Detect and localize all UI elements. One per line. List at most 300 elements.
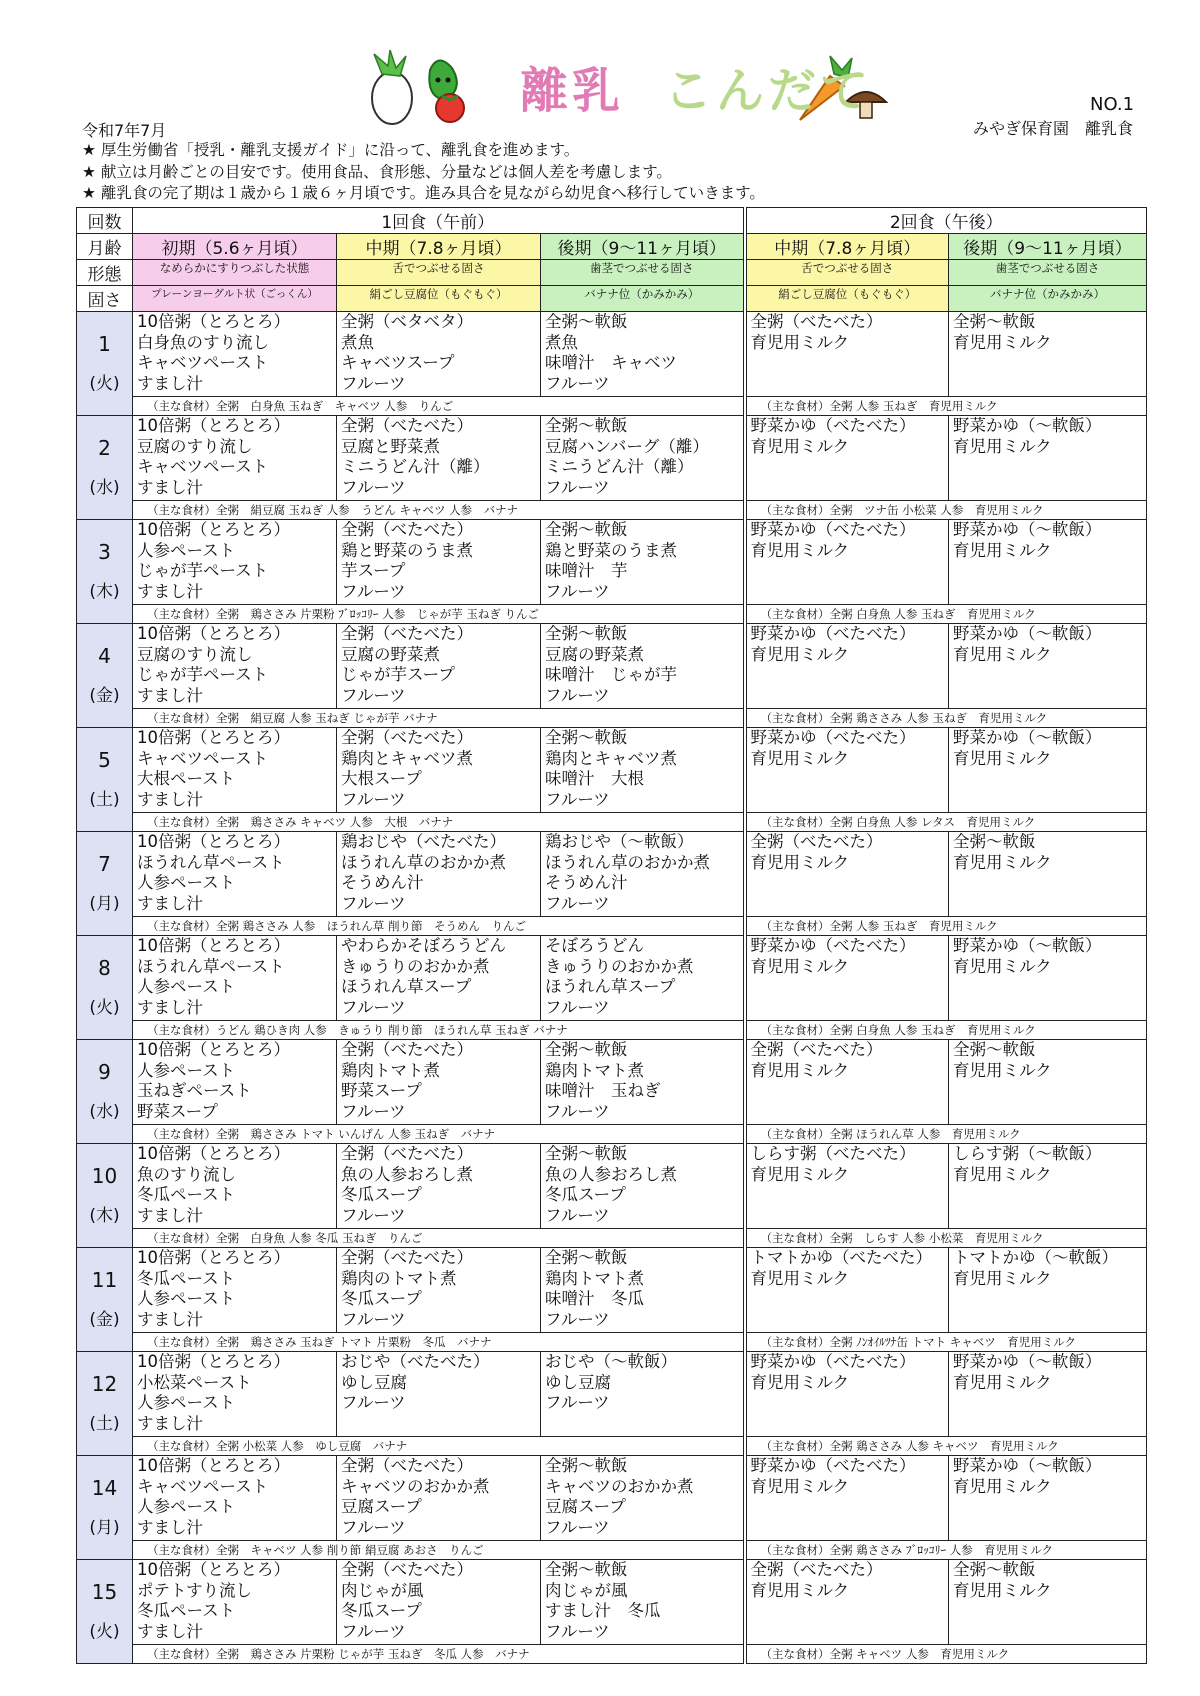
menu-item: フルーツ xyxy=(341,1309,406,1329)
menu-item: フルーツ xyxy=(341,477,406,497)
menu-item: フルーツ xyxy=(341,997,406,1017)
menu-item: 野菜かゆ（べたべた） xyxy=(750,728,916,747)
day-cell xyxy=(77,1040,133,1144)
ingredients-meal1: （主な食材）全粥 絹豆腐 玉ねぎ 人参 うどん キャベツ 人参 バナナ xyxy=(133,501,745,520)
weekday: (金) xyxy=(89,1309,120,1330)
menu-item: しらす粥（～軟飯） xyxy=(953,1144,1102,1163)
menu-item: ミニうどん汁（離） xyxy=(545,457,694,476)
early-menu xyxy=(133,1144,337,1229)
ingredients-meal1: （主な食材）全粥 白身魚 人参 冬瓜 玉ねぎ りんご xyxy=(133,1229,745,1248)
menu-item: 小松菜ペースト xyxy=(137,1372,252,1392)
early-menu xyxy=(133,832,337,917)
mid2-menu xyxy=(745,936,949,1021)
menu-item: トマトかゆ（べたべた） xyxy=(750,1248,933,1267)
ingredients-meal2: （主な食材）全粥 鶏ささみ 人参 玉ねぎ 育児用ミルク xyxy=(745,709,1147,728)
menu-item: 育児用ミルク xyxy=(750,1164,850,1184)
menu-item: すまし汁 xyxy=(137,373,203,393)
menu-item: すまし汁 xyxy=(137,685,203,705)
mid2-menu xyxy=(745,1456,949,1541)
menu-item: じゃが芋ペースト xyxy=(137,561,269,580)
late1-menu xyxy=(541,520,745,605)
late1-menu xyxy=(541,832,745,917)
day-row xyxy=(77,1144,1147,1229)
menu-item: 野菜かゆ（～軟飯） xyxy=(953,1352,1102,1371)
mid1-menu xyxy=(337,1144,541,1229)
menu-item: すまし汁 xyxy=(137,581,203,601)
menu-item: 人参ペースト xyxy=(137,1060,236,1080)
menu-item: 10倍粥（とろとろ） xyxy=(137,1248,290,1267)
day-number: 2 xyxy=(98,435,111,460)
late1-menu xyxy=(541,1040,745,1125)
late2-menu xyxy=(949,1456,1147,1541)
menu-item: 育児用ミルク xyxy=(953,644,1052,664)
weekday: (木) xyxy=(89,1205,120,1226)
menu-item: 全粥～軟飯 xyxy=(545,1456,628,1475)
menu-item: 魚の人参おろし煮 xyxy=(545,1164,677,1184)
menu-item: 育児用ミルク xyxy=(953,540,1052,560)
weekday: (火) xyxy=(89,997,120,1018)
menu-item: 育児用ミルク xyxy=(750,540,850,560)
menu-item: すまし汁 xyxy=(137,893,203,913)
menu-item: 鶏肉とキャベツ煮 xyxy=(545,748,677,768)
menu-item: そぼろうどん xyxy=(545,936,644,955)
menu-item: 白身魚のすり流し xyxy=(137,332,269,352)
menu-item: キャベツペースト xyxy=(137,1476,269,1496)
early-menu xyxy=(133,416,337,501)
menu-item: 鶏肉トマト煮 xyxy=(545,1268,644,1288)
menu-item: 魚のすり流し xyxy=(137,1164,236,1184)
day-number: 4 xyxy=(98,643,111,668)
menu-item: 全粥（べたべた） xyxy=(341,728,473,747)
age-late-1: 後期（9～11ヶ月頃） xyxy=(541,234,745,260)
note-item: ★ 離乳食の完了期は１歳から１歳６ヶ月頃です。進み具合を見ながら幼児食へ移行していきます。 xyxy=(82,184,765,202)
menu-item xyxy=(341,1414,537,1435)
late2-menu xyxy=(949,1144,1147,1229)
menu-item: すまし汁 xyxy=(137,1517,203,1537)
menu-item: 鶏肉トマト煮 xyxy=(341,1060,440,1080)
menu-item: すまし汁 xyxy=(137,1205,203,1225)
menu-item: 育児用ミルク xyxy=(953,1476,1052,1496)
day-cell xyxy=(77,520,133,624)
menu-item: 全粥（べたべた） xyxy=(341,1144,473,1163)
age-early: 初期（5.6ヶ月頃） xyxy=(133,234,337,260)
ingredients-meal1: （主な食材）全粥 白身魚 玉ねぎ キャベツ 人参 りんご xyxy=(133,397,745,416)
ingredients-row xyxy=(77,709,1147,728)
ingredients-row xyxy=(77,397,1147,416)
tomato-icon xyxy=(436,94,464,122)
menu-item: 味噌汁 キャベツ xyxy=(545,353,677,372)
menu-item: 人参ペースト xyxy=(137,540,236,560)
weekday: (月) xyxy=(89,893,120,914)
late1-menu xyxy=(541,312,745,397)
menu-item: 全粥～軟飯 xyxy=(953,1560,1036,1579)
menu-item: 10倍粥（とろとろ） xyxy=(137,1560,290,1579)
menu-item: 育児用ミルク xyxy=(953,852,1052,872)
day-cell xyxy=(77,624,133,728)
early-menu xyxy=(133,624,337,709)
menu-item: 育児用ミルク xyxy=(953,1268,1052,1288)
mid2-menu xyxy=(745,728,949,813)
day-cell xyxy=(77,832,133,936)
late2-menu xyxy=(949,624,1147,709)
day-number: 8 xyxy=(98,955,111,980)
ingredients-meal1: （主な食材）全粥 鶏ささみ 玉ねぎ トマト 片栗粉 冬瓜 バナナ xyxy=(133,1333,745,1352)
menu-item: 豆腐スープ xyxy=(545,1497,626,1516)
menu-item: 野菜かゆ（べたべた） xyxy=(750,520,916,539)
mid2-menu xyxy=(745,312,949,397)
menu-item: キャベツペースト xyxy=(137,748,269,768)
late2-menu xyxy=(949,936,1147,1021)
menu-item: 人参ペースト xyxy=(137,1497,236,1516)
firmness-late-2: バナナ位（かみかみ） xyxy=(949,286,1147,312)
ingredients-meal2: （主な食材）全粥 ﾉﾝｵｲﾙﾂﾅ缶 トマト キャベツ 育児用ミルク xyxy=(745,1333,1147,1352)
menu-item: 全粥（べたべた） xyxy=(750,1560,883,1579)
weekday: (土) xyxy=(89,789,120,810)
menu-item: 育児用ミルク xyxy=(750,1268,850,1288)
menu-item: 肉じゃが風 xyxy=(545,1580,628,1600)
form-mid-2: 舌でつぶせる固さ xyxy=(745,260,949,286)
menu-item: フルーツ xyxy=(341,1101,406,1121)
day-row xyxy=(77,936,1147,1021)
day-number: 11 xyxy=(91,1267,118,1292)
menu-item: 芋スープ xyxy=(341,561,406,580)
menu-item: 全粥（べたべた） xyxy=(750,1040,883,1059)
late2-menu xyxy=(949,832,1147,917)
ingredients-row xyxy=(77,1541,1147,1560)
firmness-mid-2: 絹ごし豆腐位（もぐもぐ） xyxy=(745,286,949,312)
menu-item: フルーツ xyxy=(545,581,610,601)
mid1-menu xyxy=(337,1560,541,1645)
menu-item: 鶏肉トマト煮 xyxy=(545,1060,644,1080)
menu-item: 育児用ミルク xyxy=(750,748,850,768)
mid1-menu xyxy=(337,1456,541,1541)
header-row-form xyxy=(77,260,1147,286)
day-cell xyxy=(77,312,133,416)
menu-item: 全粥～軟飯 xyxy=(545,1560,628,1579)
menu-item: フルーツ xyxy=(341,1393,406,1412)
ingredients-meal1: （主な食材）全粥 小松菜 人参 ゆし豆腐 バナナ xyxy=(133,1437,745,1456)
menu-item: 10倍粥（とろとろ） xyxy=(137,416,290,435)
menu-item: 野菜かゆ（べたべた） xyxy=(750,1352,916,1371)
menu-item: 育児用ミルク xyxy=(953,436,1052,456)
menu-item: 10倍粥（とろとろ） xyxy=(137,312,290,331)
menu-item xyxy=(545,1414,740,1435)
menu-item: フルーツ xyxy=(545,893,610,913)
menu-item: ポテトすり流し xyxy=(137,1580,253,1600)
late1-menu xyxy=(541,936,745,1021)
notes-list xyxy=(82,140,765,205)
header-row-firmness xyxy=(77,286,1147,312)
menu-item: じゃが芋ペースト xyxy=(137,665,269,684)
mid1-menu xyxy=(337,1248,541,1333)
menu-item: 豆腐のすり流し xyxy=(137,436,253,456)
day-cell xyxy=(77,1352,133,1456)
day-number: 1 xyxy=(98,331,111,356)
menu-item: 全粥～軟飯 xyxy=(545,520,628,539)
menu-item: 煮魚 xyxy=(545,332,578,352)
menu-item: 豆腐スープ xyxy=(341,1497,422,1516)
menu-item: 肉じゃが風 xyxy=(341,1580,424,1600)
mid1-menu xyxy=(337,520,541,605)
day-row xyxy=(77,1352,1147,1437)
menu-item: 豆腐の野菜煮 xyxy=(545,644,644,664)
menu-item: 冬瓜スープ xyxy=(341,1601,422,1620)
menu-item: 大根ペースト xyxy=(137,769,236,788)
menu-item: 人参ペースト xyxy=(137,1393,236,1412)
menu-item: フルーツ xyxy=(545,789,610,809)
menu-item: 全粥～軟飯 xyxy=(545,1248,628,1267)
menu-item: 冬瓜スープ xyxy=(341,1289,422,1308)
menu-item: 魚の人参おろし煮 xyxy=(341,1164,473,1184)
menu-item: 10倍粥（とろとろ） xyxy=(137,1456,290,1475)
early-menu xyxy=(133,1248,337,1333)
menu-item: 全粥（ベタベタ） xyxy=(341,312,473,331)
menu-item: 10倍粥（とろとろ） xyxy=(137,728,290,747)
age-mid-2: 中期（7.8ヶ月頃） xyxy=(745,234,949,260)
day-row xyxy=(77,1560,1147,1645)
menu-item: 育児用ミルク xyxy=(750,332,850,352)
menu-item: 育児用ミルク xyxy=(953,1164,1052,1184)
mid2-menu xyxy=(745,1560,949,1645)
menu-item: 育児用ミルク xyxy=(953,956,1052,976)
menu-item: 育児用ミルク xyxy=(953,1060,1052,1080)
late1-menu xyxy=(541,1352,745,1437)
late1-menu xyxy=(541,624,745,709)
menu-item: 味噌汁 冬瓜 xyxy=(545,1289,644,1308)
weekday: (水) xyxy=(89,1101,120,1122)
mid1-menu xyxy=(337,936,541,1021)
menu-item: 人参ペースト xyxy=(137,873,236,892)
mid1-menu xyxy=(337,1352,541,1437)
page-header xyxy=(0,0,1200,212)
menu-item: 育児用ミルク xyxy=(750,436,850,456)
menu-item: フルーツ xyxy=(545,997,610,1017)
ingredients-meal1: （主な食材）全粥 鶏ささみ 人参 ほうれん草 削り節 そうめん りんご xyxy=(133,917,745,936)
mid2-menu xyxy=(745,1040,949,1125)
firmness-late-1: バナナ位（かみかみ） xyxy=(541,286,745,312)
late2-menu xyxy=(949,1248,1147,1333)
form-late-2: 歯茎でつぶせる固さ xyxy=(949,260,1147,286)
title-part-rinyu: 離乳 xyxy=(520,63,625,119)
menu-item: 全粥～軟飯 xyxy=(545,624,628,643)
menu-item: 育児用ミルク xyxy=(750,1476,850,1496)
early-menu xyxy=(133,520,337,605)
menu-item: 鶏おじや（～軟飯） xyxy=(545,832,694,851)
menu-item: フルーツ xyxy=(341,1205,406,1225)
label-age: 月齢 xyxy=(77,234,133,260)
early-menu xyxy=(133,312,337,397)
menu-item: 野菜スープ xyxy=(341,1081,422,1100)
menu-item: キャベツのおかか煮 xyxy=(545,1476,694,1496)
menu-item: 全粥～軟飯 xyxy=(545,1040,628,1059)
ingredients-row xyxy=(77,501,1147,520)
late2-menu xyxy=(949,1040,1147,1125)
day-number: 12 xyxy=(91,1371,118,1396)
label-firmness: 固さ xyxy=(77,286,133,312)
meal1-header: 1回食（午前） xyxy=(133,208,745,234)
menu-item: 育児用ミルク xyxy=(953,748,1052,768)
mid1-menu xyxy=(337,1040,541,1125)
menu-item: おじや（～軟飯） xyxy=(545,1352,677,1371)
day-row xyxy=(77,624,1147,709)
ingredients-row xyxy=(77,1229,1147,1248)
late1-menu xyxy=(541,1456,745,1541)
day-cell xyxy=(77,1248,133,1352)
late2-menu xyxy=(949,1560,1147,1645)
late2-menu xyxy=(949,728,1147,813)
menu-table xyxy=(76,207,1147,1664)
menu-item: 野菜かゆ（～軟飯） xyxy=(953,728,1102,747)
menu-item: 全粥～軟飯 xyxy=(953,1040,1036,1059)
ingredients-meal2: （主な食材）全粥 人参 玉ねぎ 育児用ミルク xyxy=(745,917,1147,936)
early-menu xyxy=(133,1040,337,1125)
menu-item: 育児用ミルク xyxy=(953,1372,1052,1392)
menu-item: 育児用ミルク xyxy=(750,1372,850,1392)
ingredients-meal1: （主な食材）全粥 鶏ささみ トマト いんげん 人参 玉ねぎ バナナ xyxy=(133,1125,745,1144)
document-number: NO.1 xyxy=(1090,94,1135,115)
menu-item: 冬瓜ペースト xyxy=(137,1268,236,1288)
day-row xyxy=(77,416,1147,501)
menu-item: フルーツ xyxy=(545,1517,610,1537)
ingredients-row xyxy=(77,1125,1147,1144)
note-item: ★ 厚生労働省「授乳・離乳支援ガイド」に沿って、離乳食を進めます。 xyxy=(82,141,580,159)
menu-item: フルーツ xyxy=(341,685,406,705)
menu-item: 味噌汁 じゃが芋 xyxy=(545,665,677,684)
menu-item: 豆腐のすり流し xyxy=(137,644,253,664)
mid2-menu xyxy=(745,832,949,917)
weekday: (月) xyxy=(89,1517,120,1538)
day-number: 5 xyxy=(98,747,111,772)
menu-item: キャベツのおかか煮 xyxy=(341,1476,490,1496)
label-form: 形態 xyxy=(77,260,133,286)
menu-item: 煮魚 xyxy=(341,332,374,352)
menu-item: 10倍粥（とろとろ） xyxy=(137,1144,290,1163)
ingredients-row xyxy=(77,1333,1147,1352)
menu-item: 全粥～軟飯 xyxy=(953,832,1036,851)
day-number: 9 xyxy=(98,1059,111,1084)
menu-item: 野菜かゆ（～軟飯） xyxy=(953,416,1102,435)
menu-item: 全粥（べたべた） xyxy=(341,1040,473,1059)
age-late-2: 後期（9～11ヶ月頃） xyxy=(949,234,1147,260)
form-mid-1: 舌でつぶせる固さ xyxy=(337,260,541,286)
weekday: (木) xyxy=(89,581,120,602)
menu-item: 人参ペースト xyxy=(137,1289,236,1308)
note-item: ★ 献立は月齢ごとの目安です。使用食品、食形態、分量などは個人差を考慮します。 xyxy=(82,162,672,181)
day-row xyxy=(77,1456,1147,1541)
form-late-1: 歯茎でつぶせる固さ xyxy=(541,260,745,286)
ingredients-row xyxy=(77,1645,1147,1664)
menu-item: ほうれん草ペースト xyxy=(137,956,285,976)
menu-item: 10倍粥（とろとろ） xyxy=(137,520,290,539)
ingredients-meal2: （主な食材）全粥 ほうれん草 人参 育児用ミルク xyxy=(745,1125,1147,1144)
menu-item: 野菜かゆ（べたべた） xyxy=(750,624,916,643)
menu-item: フルーツ xyxy=(545,1309,610,1329)
day-cell xyxy=(77,416,133,520)
menu-item: フルーツ xyxy=(545,477,610,497)
early-menu xyxy=(133,936,337,1021)
mid1-menu xyxy=(337,728,541,813)
day-number: 10 xyxy=(91,1163,118,1188)
menu-date: 令和7年7月 xyxy=(82,121,167,140)
menu-item: ほうれん草ペースト xyxy=(137,852,285,872)
early-menu xyxy=(133,1352,337,1437)
ingredients-meal1: （主な食材）全粥 鶏ささみ 片栗粉 じゃが芋 玉ねぎ 冬瓜 人参 バナナ xyxy=(133,1645,745,1664)
menu-item: 全粥（べたべた） xyxy=(341,416,473,435)
menu-item: フルーツ xyxy=(341,893,406,913)
ingredients-row xyxy=(77,605,1147,624)
menu-item: きゅうりのおかか煮 xyxy=(341,956,490,976)
label-count: 回数 xyxy=(77,208,133,234)
ingredients-meal1: （主な食材）全粥 鶏ささみ 片栗粉 ﾌﾞﾛｯｺﾘｰ 人参 じゃが芋 玉ねぎ りんご xyxy=(133,605,745,624)
weekday: (水) xyxy=(89,477,120,498)
early-menu xyxy=(133,728,337,813)
menu-item: フルーツ xyxy=(341,1621,406,1641)
menu-item: 全粥（べたべた） xyxy=(341,1248,473,1267)
menu-item: 育児用ミルク xyxy=(953,1580,1052,1600)
menu-item: おじや（べたべた） xyxy=(341,1352,490,1371)
firmness-early: プレーンヨーグルト状（ごっくん） xyxy=(133,286,337,312)
radish-icon xyxy=(372,50,412,124)
menu-item: 10倍粥（とろとろ） xyxy=(137,1352,290,1371)
menu-item: 豆腐と野菜煮 xyxy=(341,436,440,456)
ingredients-meal2: （主な食材）全粥 鶏ささみ 人参 キャベツ 育児用ミルク xyxy=(745,1437,1147,1456)
mid2-menu xyxy=(745,624,949,709)
header-row-age xyxy=(77,234,1147,260)
day-cell xyxy=(77,1456,133,1560)
ingredients-meal2: （主な食材）全粥 キャベツ 人参 育児用ミルク xyxy=(745,1645,1147,1664)
menu-item: 野菜かゆ（～軟飯） xyxy=(953,520,1102,539)
menu-item: 鶏肉のトマト煮 xyxy=(341,1268,457,1288)
menu-item: 育児用ミルク xyxy=(750,956,850,976)
early-menu xyxy=(133,1560,337,1645)
menu-item: ほうれん草スープ xyxy=(341,977,472,996)
menu-item: 野菜かゆ（べたべた） xyxy=(750,936,916,955)
menu-item: そうめん汁 xyxy=(545,873,628,892)
late1-menu xyxy=(541,1560,745,1645)
menu-item: やわらかそぼろうどん xyxy=(341,936,506,955)
menu-item: 育児用ミルク xyxy=(750,1580,850,1600)
late1-menu xyxy=(541,728,745,813)
menu-item: フルーツ xyxy=(545,373,610,393)
menu-item: 全粥（べたべた） xyxy=(341,520,473,539)
menu-item: そうめん汁 xyxy=(341,873,424,892)
weekday: (金) xyxy=(89,685,120,706)
menu-item: すまし汁 xyxy=(137,1413,203,1433)
meal2-header: 2回食（午後） xyxy=(745,208,1147,234)
day-row xyxy=(77,520,1147,605)
day-cell xyxy=(77,728,133,832)
ingredients-row xyxy=(77,813,1147,832)
menu-item: 野菜かゆ（べたべた） xyxy=(750,1456,916,1475)
menu-item: 豆腐の野菜煮 xyxy=(341,644,440,664)
menu-item: 冬瓜スープ xyxy=(545,1185,626,1204)
page-title xyxy=(520,52,872,121)
menu-item: すまし汁 xyxy=(137,1621,203,1641)
late2-menu xyxy=(949,416,1147,501)
menu-item: 全粥～軟飯 xyxy=(545,312,628,331)
menu-item: 10倍粥（とろとろ） xyxy=(137,936,290,955)
age-mid-1: 中期（7.8ヶ月頃） xyxy=(337,234,541,260)
day-number: 7 xyxy=(98,851,111,876)
day-row xyxy=(77,728,1147,813)
ingredients-meal2: （主な食材）全粥 しらす 人参 小松菜 育児用ミルク xyxy=(745,1229,1147,1248)
menu-item: 冬瓜ペースト xyxy=(137,1601,236,1620)
menu-item: フルーツ xyxy=(341,1517,406,1537)
mid1-menu xyxy=(337,832,541,917)
menu-item: すまし汁 xyxy=(137,997,203,1017)
day-row xyxy=(77,832,1147,917)
menu-item: フルーツ xyxy=(545,685,610,705)
